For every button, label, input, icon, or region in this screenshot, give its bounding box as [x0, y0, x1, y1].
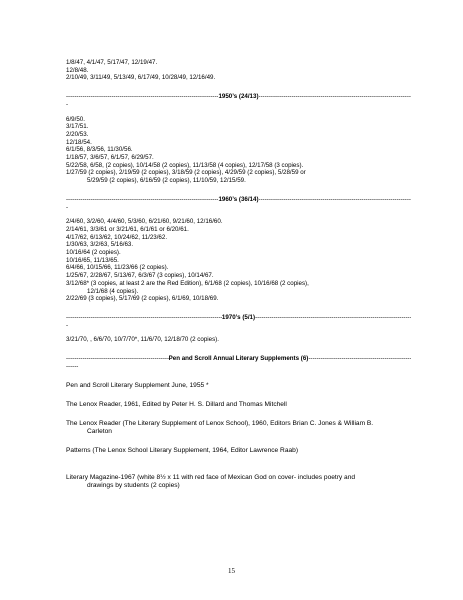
supplement-item: Pen and Scroll Literary Supplement June, 1955 * — [66, 381, 209, 389]
date-line: 1/27/59 (2 copies), 2/19/59 (2 copies), 3/18/59 (2 copies), 4/29/59 (2 copies), 5/28/59 or — [66, 169, 306, 177]
date-line: 5/22/58, 6/58, (2 copies), 10/14/58 (2 copies), 11/13/58 (4 copies), 12/17/58 (3 copies). — [66, 161, 304, 169]
section-title-1950s: 1950’s (24/13) — [218, 93, 259, 101]
date-line: 3/21/70, , 6/6/70, 10/7/70*, 11/6/70, 12/18/70 (2 copies). — [66, 336, 219, 344]
date-line: 6/4/66, 10/15/66, 11/23/66 (2 copies). — [66, 264, 169, 272]
date-line: 10/16/64 (2 copies). — [66, 249, 121, 257]
section-divider-1950s — [66, 93, 411, 101]
section-title-1970s: 1970’s (5/1) — [221, 313, 256, 321]
section-divider-supplements — [66, 355, 411, 363]
date-line: 6/9/50. — [66, 115, 85, 123]
date-line: 1/25/67, 2/28/67, 5/13/67, 6/3/67 (3 copies), 10/14/67. — [66, 272, 214, 280]
section-divider-1970s — [66, 314, 411, 322]
supplement-item-continued: Carleton — [87, 428, 112, 436]
section-divider-1960s — [66, 196, 411, 204]
date-line: 2/20/53. — [66, 130, 89, 138]
document-body — [66, 59, 411, 490]
page-number: 15 — [228, 567, 235, 575]
divider-tail: - — [66, 321, 69, 329]
section-title-supplements: Pen and Scroll Annual Literary Supplements (6) — [168, 355, 309, 363]
supplement-item: Literary Magazine-1967 (white 8½ x 11 with red face of Mexican God on cover- includes poetry and — [66, 473, 356, 481]
section-title-1960s: 1960’s (36/14) — [218, 195, 259, 203]
date-line: 10/16/65, 11/13/65. — [66, 256, 119, 264]
date-line: 2/22/69 (3 copies), 5/17/69 (2 copies), 6/1/69, 10/18/69. — [66, 295, 219, 303]
divider-tail: - — [66, 100, 69, 108]
date-line-continued: 5/29/59 (2 copies), 6/16/59 (2 copies), 11/10/59, 12/15/59. — [87, 177, 246, 185]
date-line: 1/30/63, 3/2/63, 5/16/63. — [66, 241, 134, 249]
date-line: 6/1/56, 8/3/56, 11/30/56. — [66, 146, 133, 154]
date-line: 2/4/60, 3/2/60, 4/4/60, 5/3/60, 6/21/60, 9/21/60, 12/16/60. — [66, 218, 223, 226]
date-line: 4/17/62, 6/13/62, 10/24/62, 11/23/62. — [66, 233, 168, 241]
date-line: 1/18/57, 3/6/57, 6/1/57, 6/29/57. — [66, 154, 154, 162]
divider-tail: - — [66, 203, 69, 211]
intro-line: 1/8/47, 4/1/47, 5/17/47, 12/19/47. — [66, 59, 158, 66]
supplement-item: Patterns (The Lenox School Literary Supplement, 1964, Editor Lawrence Raab) — [66, 447, 299, 455]
divider-tail: ------ — [66, 362, 79, 370]
intro-line: 12/8/48. — [66, 66, 89, 74]
intro-line: 2/10/49, 3/11/49, 5/13/49, 6/17/49, 10/28/49, 12/16/49. — [66, 74, 216, 82]
supplement-item: The Lenox Reader (The Literary Supplement of Lenox School), 1960, Editors Brian C. Jones & William B. — [66, 419, 374, 427]
date-line: 3/12/68* (3 copies, at least 2 are the Red Edition), 6/1/68 (2 copies), 10/16/68 (2 copies), — [66, 279, 309, 287]
supplement-item-continued: drawings by students (2 copies) — [87, 481, 180, 489]
date-line: 2/14/61, 3/3/61 or 3/21/61, 6/1/61 or 6/20/61. — [66, 225, 189, 233]
date-line: 12/18/54. — [66, 138, 92, 146]
date-line: 3/17/51. — [66, 123, 89, 131]
date-line-continued: 12/1/68 (4 copies). — [87, 287, 139, 295]
supplement-item: The Lenox Reader, 1961, Edited by Peter H. S. Dillard and Thomas Mitchell — [66, 400, 287, 408]
